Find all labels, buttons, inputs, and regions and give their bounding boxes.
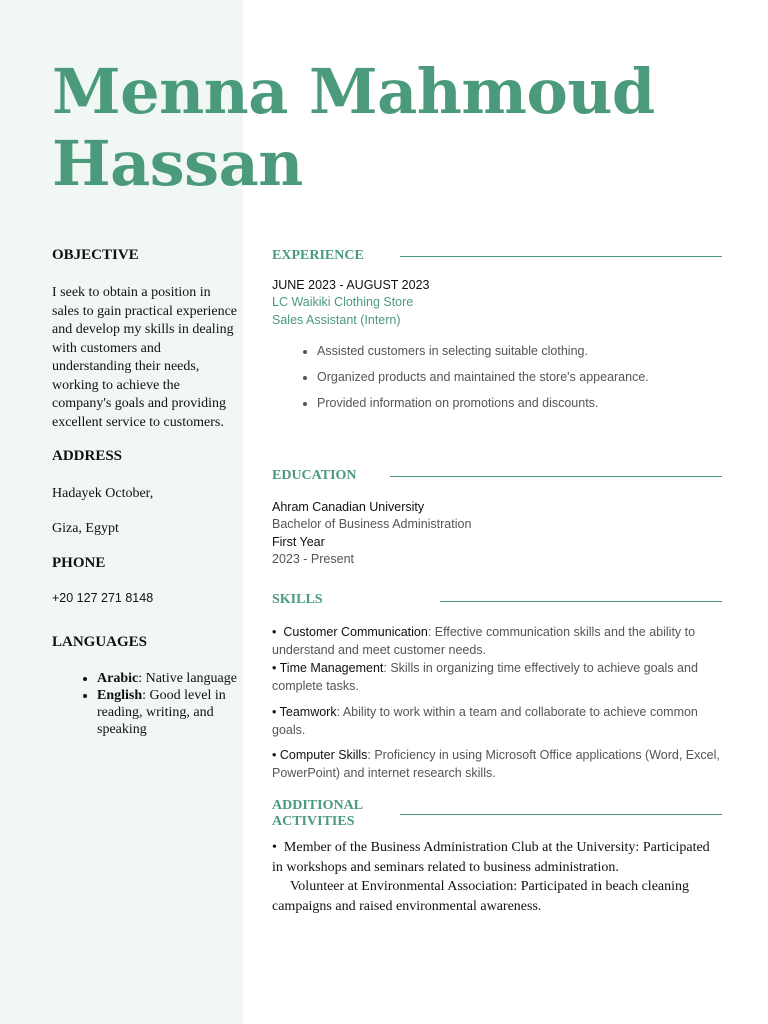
- skill-description: : Effective communication skills and the ability to understand and meet customer needs.: [272, 625, 696, 657]
- address-line-1: Hadayek October,: [52, 486, 154, 501]
- activity-text: Volunteer at Environmental Association: Participated in beach cleaning campaigns and raised environmental awareness.: [272, 879, 690, 914]
- education-school: Ahram Canadian University: [272, 500, 425, 514]
- education-period: 2023 - Present: [272, 552, 354, 566]
- language-name: English: [97, 688, 143, 703]
- skill-item: • Teamwork: Ability to work within a team and collaborate to achieve common goals.: [272, 705, 698, 737]
- activities-heading-line-1: ADDITIONAL: [272, 798, 364, 813]
- experience-divider: [400, 256, 722, 257]
- skill-item: • Time Management: Skills in organizing time effectively to achieve goals and complete tasks.: [272, 661, 698, 693]
- skill-description: : Skills in organizing time effectively to achieve goals and complete tasks.: [272, 661, 698, 693]
- skill-title: Teamwork: [279, 705, 337, 719]
- activity-item: [272, 877, 722, 916]
- activity-text: Member of the Business Administration Club at the University: Participated in workshops and seminars related to business administration.: [272, 840, 710, 875]
- language-name: Arabic: [97, 671, 139, 686]
- name-line-2: Hassan: [52, 127, 303, 200]
- skill-title: Customer Communication: [283, 625, 428, 639]
- activity-item: • Member of the Business Administration Club at the University: Participated in workshops and seminars related to business administration.: [272, 840, 710, 875]
- education-divider: [390, 476, 722, 477]
- name-line-1: Menna Mahmoud: [52, 55, 655, 128]
- list-item: • Assisted customers in selecting suitable clothing.: [317, 342, 712, 360]
- skill-item: • Computer Skills: Proficiency in using Microsoft Office applications (Word, Excel, PowerPoint) and internet research skills.: [272, 748, 720, 780]
- experience-dates: JUNE 2023 - AUGUST 2023: [272, 278, 430, 292]
- list-item: • Organized products and maintained the store's appearance.: [317, 368, 712, 386]
- phone-heading: PHONE: [52, 555, 106, 571]
- address-line-2: Giza, Egypt: [52, 521, 119, 536]
- list-item: • Provided information on promotions and discounts.: [317, 394, 712, 412]
- skill-item: • Customer Communication: Effective communication skills and the ability to understand and meet customer needs.: [272, 625, 696, 657]
- language-level: : Good level in reading, writing, and speaking: [97, 688, 226, 737]
- activities-divider: [400, 814, 722, 815]
- objective-heading: OBJECTIVE: [52, 247, 139, 263]
- phone-number: +20 127 271 8148: [52, 591, 154, 605]
- skill-description: : Ability to work within a team and collaborate to achieve common goals.: [272, 705, 698, 737]
- education-heading: EDUCATION: [272, 468, 357, 483]
- languages-heading: LANGUAGES: [52, 634, 148, 650]
- activities-heading-line-2: ACTIVITIES: [272, 814, 355, 829]
- skill-description: : Proficiency in using Microsoft Office applications (Word, Excel, PowerPoint) and internet research skills.: [272, 748, 720, 780]
- experience-company: LC Waikiki Clothing Store: [272, 295, 414, 309]
- activities-heading: [272, 798, 363, 830]
- language-item: [97, 670, 242, 687]
- experience-bullets: [272, 342, 712, 420]
- address-heading: ADDRESS: [52, 448, 123, 464]
- languages-list: [52, 670, 242, 738]
- resume-name: [52, 56, 655, 200]
- language-level: : Native language: [138, 671, 237, 686]
- education-year: First Year: [272, 535, 325, 549]
- objective-text: I seek to obtain a position in sales to gain practical experience and develop my skills in dealing with customers and understanding their needs, working to achieve the company's goals and providing excellent service to customers.: [52, 285, 238, 430]
- language-item: [97, 687, 242, 738]
- experience-heading: EXPERIENCE: [272, 248, 364, 263]
- skill-title: Computer Skills: [279, 748, 368, 762]
- skills-divider: [440, 601, 722, 602]
- skills-heading: SKILLS: [272, 592, 323, 607]
- skill-title: Time Management: [279, 661, 384, 675]
- experience-role: Sales Assistant (Intern): [272, 313, 401, 327]
- education-degree: Bachelor of Business Administration: [272, 517, 472, 531]
